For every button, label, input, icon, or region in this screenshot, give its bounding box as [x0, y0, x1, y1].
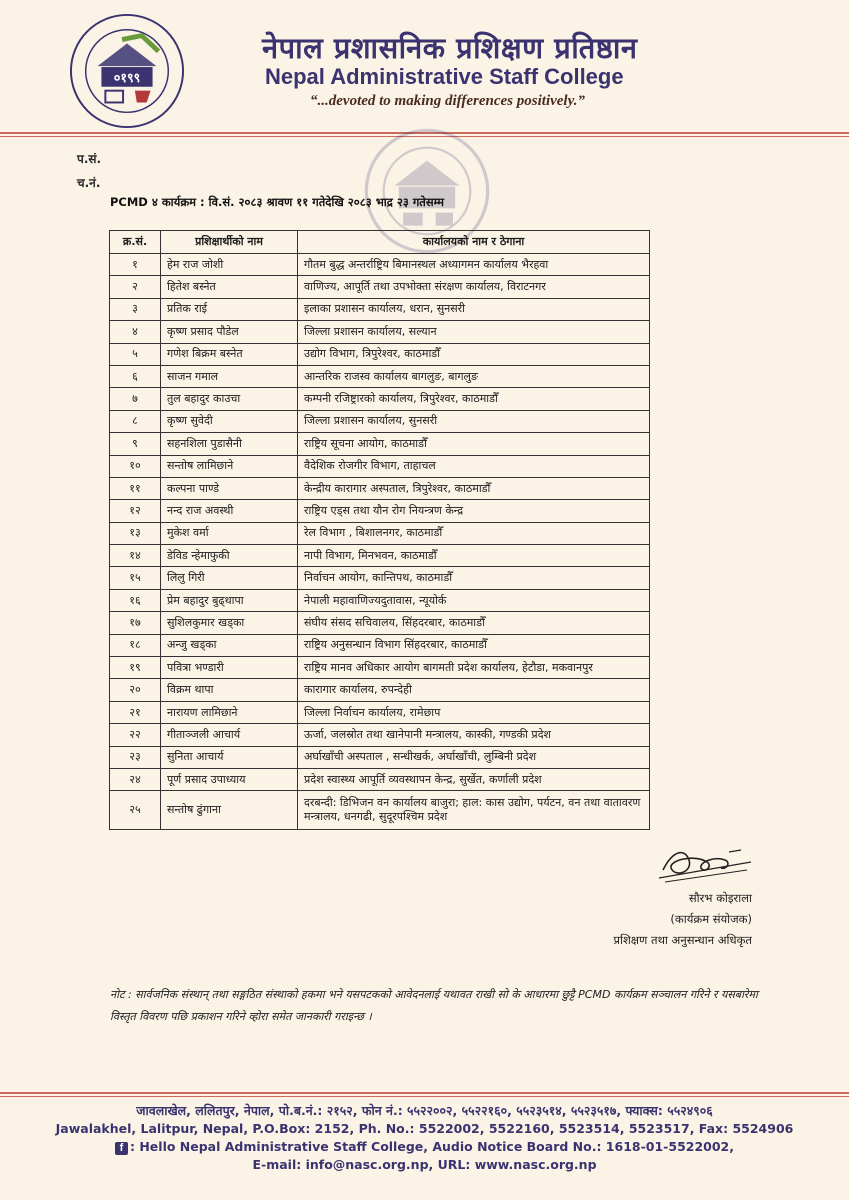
office-cell: जिल्ला निर्वाचन कार्यालय, रामेछाप — [298, 701, 650, 723]
table-row — [110, 254, 650, 276]
table-row — [110, 477, 650, 499]
footer-divider-thin — [0, 1096, 849, 1097]
serial-cell: १ — [110, 254, 161, 276]
name-cell: गीताञ्जली आचार्य — [161, 724, 298, 746]
serial-cell: १९ — [110, 657, 161, 679]
table-row — [110, 612, 650, 634]
serial-cell: १७ — [110, 612, 161, 634]
signatory-role: (कार्यक्रम संयोजक) — [670, 912, 752, 926]
name-cell: नन्द राज अवस्थी — [161, 500, 298, 522]
org-name-nepali: नेपाल प्रशासनिक प्रशिक्षण प्रतिष्ठान — [262, 31, 638, 65]
office-cell: ऊर्जा, जलस्रोत तथा खानेपानी मन्त्रालय, कास्की, गण्डकी प्रदेश — [298, 724, 650, 746]
office-cell: संघीय संसद सचिवालय, सिंहदरबार, काठमाडौँ — [298, 612, 650, 634]
serial-cell: ७ — [110, 388, 161, 410]
signatory-name: सौरभ कोइराला — [688, 891, 752, 905]
table-row — [110, 365, 650, 387]
program-title: PCMD ४ कार्यक्रम : वि.सं. २०८३ श्रावण ११ गतेदेखि २०८३ भाद्र २३ गतेसम्म — [110, 195, 444, 209]
serial-cell: ३ — [110, 298, 161, 320]
footer-facebook-line — [0, 1138, 849, 1156]
footer — [0, 1102, 849, 1174]
serial-cell: १८ — [110, 634, 161, 656]
table-row — [110, 343, 650, 365]
table-row — [110, 500, 650, 522]
signatory-post: प्रशिक्षण तथा अनुसन्धान अधिकृत — [613, 933, 752, 947]
name-cell: सुशिलकुमार खड्का — [161, 612, 298, 634]
footer-address-nepali: जावलाखेल, ललितपुर, नेपाल, पो.ब.नं.: २१५२, फोन नं.: ५५२२००२, ५५२२१६०, ५५२३५१४, ५५२३५१७, फ्याक्स: ५५२४९०६ — [136, 1103, 713, 1118]
serial-cell: २४ — [110, 768, 161, 790]
office-cell: वाणिज्य, आपूर्ति तथा उपभोक्ता संरक्षण कार्यालय, विराटनगर — [298, 276, 650, 298]
serial-cell: १६ — [110, 589, 161, 611]
table-row — [110, 388, 650, 410]
serial-cell: ५ — [110, 343, 161, 365]
table-row — [110, 455, 650, 477]
office-cell: इलाका प्रशासन कार्यालय, धरान, सुनसरी — [298, 298, 650, 320]
serial-cell: ८ — [110, 410, 161, 432]
serial-cell: २२ — [110, 724, 161, 746]
serial-cell: १२ — [110, 500, 161, 522]
serial-cell: १४ — [110, 545, 161, 567]
serial-cell: १५ — [110, 567, 161, 589]
table-row — [110, 276, 650, 298]
office-cell: राष्ट्रिय एड्स तथा यौन रोग नियन्त्रण केन्द्र — [298, 500, 650, 522]
serial-cell: २० — [110, 679, 161, 701]
serial-cell: २ — [110, 276, 161, 298]
name-cell: कृष्ण प्रसाद पौडेल — [161, 321, 298, 343]
table-row — [110, 545, 650, 567]
office-cell: राष्ट्रिय सूचना आयोग, काठमाडौँ — [298, 433, 650, 455]
name-cell: सहनशिला पुडासैनी — [161, 433, 298, 455]
name-cell: प्रतिक राई — [161, 298, 298, 320]
office-cell: कम्पनी रजिष्ट्रारको कार्यालय, त्रिपुरेश्वर, काठमाडौँ — [298, 388, 650, 410]
table-row — [110, 410, 650, 432]
table-row — [110, 567, 650, 589]
office-cell: जिल्ला प्रशासन कार्यालय, सुनसरी — [298, 410, 650, 432]
name-cell: सन्तोष लामिछाने — [161, 455, 298, 477]
table-row — [110, 657, 650, 679]
signature-image — [655, 840, 755, 886]
table-header-row — [110, 231, 650, 254]
table-row — [110, 321, 650, 343]
name-cell: प्रेम बहादुर बुढ्थापा — [161, 589, 298, 611]
name-cell: कल्पना पाण्डे — [161, 477, 298, 499]
dispatch-number-label: च.नं. — [77, 176, 101, 190]
office-cell: अर्घाखाँची अस्पताल , सन्धीखर्क, अर्घाखाँची, लुम्बिनी प्रदेश — [298, 746, 650, 768]
org-name-english: Nepal Administrative Staff College — [265, 64, 624, 89]
table-body — [110, 254, 650, 830]
serial-cell: ११ — [110, 477, 161, 499]
serial-cell: २५ — [110, 791, 161, 830]
footer-divider — [0, 1092, 849, 1094]
table-row — [110, 634, 650, 656]
name-cell: नारायण लामिछाने — [161, 701, 298, 723]
name-cell: अन्जु खड्का — [161, 634, 298, 656]
name-cell: डेविड न्हेमाफुकी — [161, 545, 298, 567]
name-cell: हेम राज जोशी — [161, 254, 298, 276]
serial-cell: २१ — [110, 701, 161, 723]
participants-table — [109, 230, 650, 830]
name-cell: पूर्ण प्रसाद उपाध्याय — [161, 768, 298, 790]
column-header-office: कार्यालयको नाम र ठेगाना — [298, 231, 650, 254]
reference-number-label: प.सं. — [77, 152, 102, 166]
column-header-serial: क्र.सं. — [110, 231, 161, 254]
office-cell: वैदेशिक रोजगीर विभाग, ताहाचल — [298, 455, 650, 477]
serial-cell: २३ — [110, 746, 161, 768]
office-cell: निर्वाचन आयोग, कान्तिपथ, काठमाडौँ — [298, 567, 650, 589]
table-row — [110, 679, 650, 701]
svg-text:०१९९: ०१९९ — [113, 70, 141, 86]
office-cell: प्रदेश स्वास्थ्य आपूर्ति व्यवस्थापन केन्द्र, सुर्खेत, कर्णाली प्रदेश — [298, 768, 650, 790]
name-cell: कृष्ण सुवेदी — [161, 410, 298, 432]
table-row — [110, 791, 650, 830]
office-cell: कारागार कार्यालय, रुपन्देही — [298, 679, 650, 701]
table-row — [110, 589, 650, 611]
office-cell: जिल्ला प्रशासन कार्यालय, सल्यान — [298, 321, 650, 343]
serial-cell: ४ — [110, 321, 161, 343]
serial-cell: १० — [110, 455, 161, 477]
name-cell: गणेश बिक्रम बस्नेत — [161, 343, 298, 365]
footer-contact: E-mail: info@nasc.org.np, URL: www.nasc.org.np — [252, 1157, 597, 1172]
name-cell: विक्रम थापा — [161, 679, 298, 701]
footer-facebook-text: : Hello Nepal Administrative Staff College, Audio Notice Board No.: 1618-01-5522002, — [130, 1139, 734, 1154]
table-row — [110, 701, 650, 723]
office-cell: केन्द्रीय कारागार अस्पताल, त्रिपुरेश्वर, काठमाडौँ — [298, 477, 650, 499]
table-row — [110, 433, 650, 455]
serial-cell: ९ — [110, 433, 161, 455]
serial-cell: ६ — [110, 365, 161, 387]
table-row — [110, 298, 650, 320]
office-cell: राष्ट्रिय अनुसन्धान विभाग सिंहदरबार, काठमाडौँ — [298, 634, 650, 656]
column-header-name: प्रशिक्षार्थीको नाम — [161, 231, 298, 254]
name-cell: सुनिता आचार्य — [161, 746, 298, 768]
table-row — [110, 522, 650, 544]
office-cell: आन्तरिक राजस्व कार्यालय बागलुङ, बागलुङ — [298, 365, 650, 387]
tagline: “...devoted to making differences positively.” — [310, 93, 585, 109]
college-logo — [68, 12, 186, 130]
footer-address-english: Jawalakhel, Lalitpur, Nepal, P.O.Box: 2152, Ph. No.: 5522002, 5522160, 5523514, 5523517, Fax: 5524906 — [55, 1121, 794, 1136]
office-cell: राष्ट्रिय मानव अधिकार आयोग बागमती प्रदेश कार्यालय, हेटौडा, मकवानपुर — [298, 657, 650, 679]
name-cell: साजन गमाल — [161, 365, 298, 387]
name-cell: मुकेश वर्मा — [161, 522, 298, 544]
name-cell: सन्तोष ढुंगाना — [161, 791, 298, 830]
serial-cell: १३ — [110, 522, 161, 544]
name-cell: पवित्रा भण्डारी — [161, 657, 298, 679]
table-row — [110, 768, 650, 790]
name-cell: लिलु गिरी — [161, 567, 298, 589]
table-row — [110, 746, 650, 768]
office-cell: उद्योग विभाग, त्रिपुरेश्वर, काठमाडौँ — [298, 343, 650, 365]
name-cell: हितेश बस्नेत — [161, 276, 298, 298]
office-cell: नापी विभाग, मिनभवन, काठमाडौँ — [298, 545, 650, 567]
table-row — [110, 724, 650, 746]
office-cell: दरबन्दी: डिभिजन वन कार्यालय बाजुरा; हाल: कास उद्योग, पर्यटन, वन तथा वातावरण मन्त्रालय, धनगढी, सुदूरपश्चिम प्रदेश — [298, 791, 650, 830]
office-cell: रेल विभाग , बिशालनगर, काठमाडौँ — [298, 522, 650, 544]
note-text: नोट : सार्वजनिक संस्थान् तथा सङ्गठित संस्थाको हकमा भने यसपटकको आवेदनलाई यथावत राखी सो के आधारमा छुट्टै PCMD कार्यक्रम सञ्चालन गरिने र यसबारेमा विस्तृत विवरण पछि प्रकाशन गरिने व्होरा समेत जानकारी गराइन्छ । — [110, 988, 758, 1023]
office-cell: गौतम बुद्ध अन्तर्राष्ट्रिय बिमानस्थल अध्यागमन कार्यालय भैरहवा — [298, 254, 650, 276]
office-cell: नेपाली महावाणिज्यदुतावास, न्यूयोर्क — [298, 589, 650, 611]
name-cell: तुल बहादुर काउचा — [161, 388, 298, 410]
facebook-icon: f — [115, 1142, 128, 1155]
